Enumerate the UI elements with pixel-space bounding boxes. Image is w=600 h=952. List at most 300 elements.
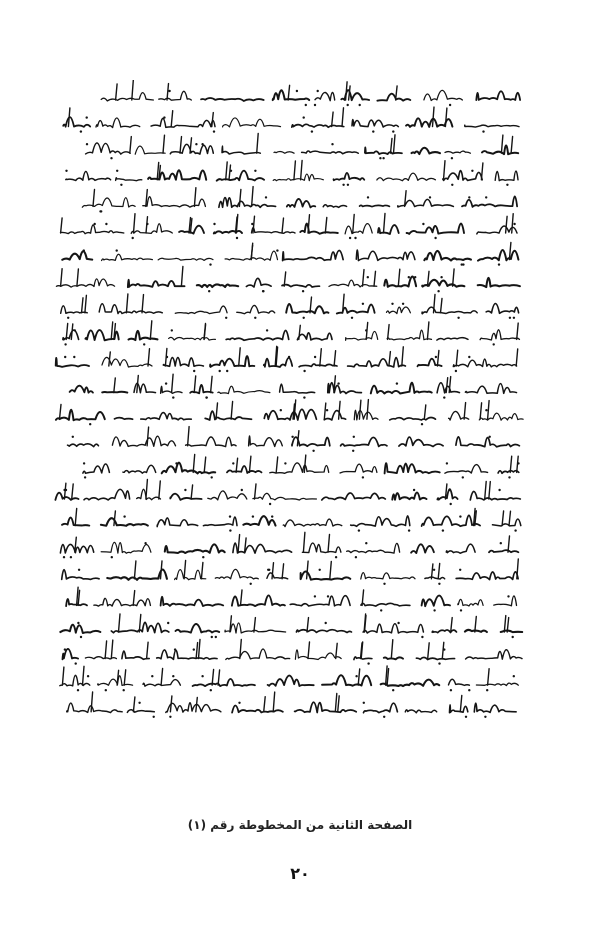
ink-stroke [334, 173, 365, 180]
ink-stroke [72, 484, 74, 499]
ink-stroke [129, 331, 158, 340]
ink-dot [105, 223, 107, 225]
ink-dot [500, 542, 502, 544]
ink-stroke [299, 325, 301, 339]
ink-stroke [112, 436, 175, 446]
ink-stroke [96, 118, 140, 128]
ink-stroke [134, 214, 136, 233]
ink-dot [314, 104, 316, 106]
ink-dot [265, 196, 267, 198]
ink-stroke [270, 463, 329, 473]
ink-dot [86, 143, 88, 145]
ink-stroke [361, 603, 410, 606]
ink-stroke [273, 174, 323, 181]
ink-stroke [203, 517, 237, 526]
ink-stroke [101, 93, 153, 101]
ink-stroke [424, 405, 426, 419]
ink-stroke [130, 137, 132, 154]
ink-dot [232, 462, 234, 464]
ink-stroke [482, 146, 518, 155]
ink-stroke [170, 696, 172, 712]
ink-dot [123, 689, 125, 691]
ink-stroke [111, 322, 113, 339]
ink-stroke [268, 676, 314, 686]
ink-stroke [294, 161, 296, 180]
ink-dot [429, 196, 431, 198]
ink-dot [462, 476, 464, 478]
ink-stroke [196, 698, 198, 712]
ink-stroke [374, 271, 376, 286]
ink-dot [438, 662, 440, 664]
ink-dot [352, 450, 354, 452]
ink-dot [211, 476, 213, 478]
ink-dot [325, 622, 327, 624]
ink-stroke [422, 515, 481, 526]
ink-dot [132, 237, 134, 239]
ink-stroke [384, 276, 416, 286]
ink-dot [116, 170, 118, 172]
ink-stroke [170, 144, 213, 154]
ink-dot [111, 556, 113, 558]
ink-dot [367, 196, 369, 198]
ink-stroke [506, 216, 508, 233]
ink-dot [291, 436, 293, 438]
ink-stroke [458, 599, 483, 606]
ink-stroke [341, 437, 387, 446]
ink-stroke [399, 437, 443, 446]
ink-dot [168, 90, 170, 92]
ink-stroke [114, 378, 116, 393]
ink-dot [120, 184, 122, 186]
ink-stroke [443, 171, 482, 181]
ink-stroke [246, 278, 271, 287]
ink-dot [146, 223, 148, 225]
ink-dot [100, 210, 102, 212]
ink-dot [213, 130, 215, 132]
ink-stroke [194, 376, 196, 393]
ink-stroke [175, 306, 227, 314]
ink-stroke [83, 464, 110, 473]
ink-stroke [161, 669, 163, 686]
ink-dot [251, 223, 253, 225]
ink-stroke [424, 251, 471, 261]
ink-dot [77, 689, 79, 691]
ink-dot [302, 290, 304, 292]
ink-stroke [511, 136, 512, 153]
ink-stroke [249, 456, 251, 472]
ink-stroke [68, 444, 99, 447]
ink-stroke [251, 243, 253, 259]
ink-dot [172, 675, 174, 677]
ink-dot [250, 583, 252, 585]
ink-stroke [167, 84, 169, 100]
ink-stroke [465, 125, 519, 127]
ink-stroke [295, 650, 341, 660]
ink-dot [172, 396, 174, 398]
ink-dot [171, 329, 173, 331]
ink-stroke [196, 643, 198, 659]
ink-stroke [169, 337, 216, 340]
ink-stroke [282, 564, 284, 579]
ink-dot [262, 290, 264, 292]
ink-dot [512, 636, 514, 638]
ink-stroke [303, 532, 305, 552]
handwritten-text-image [50, 80, 530, 730]
ink-stroke [147, 427, 149, 446]
ink-dot [169, 716, 171, 718]
ink-stroke [232, 705, 283, 712]
ink-stroke [296, 630, 351, 633]
ink-dot [123, 515, 125, 517]
ink-stroke [137, 375, 139, 392]
ink-stroke [165, 544, 225, 553]
ink-stroke [353, 215, 355, 234]
ink-stroke [280, 384, 315, 393]
ink-stroke [274, 152, 294, 154]
ink-dot [166, 356, 168, 358]
ink-stroke [94, 598, 150, 606]
ink-stroke [282, 218, 284, 233]
ink-stroke [105, 641, 107, 659]
ink-stroke [388, 325, 390, 340]
ink-stroke [476, 683, 518, 685]
ink-stroke [61, 306, 88, 313]
ink-dot [78, 569, 80, 571]
ink-stroke [218, 670, 220, 685]
ink-dot [443, 396, 445, 398]
ink-dot [362, 303, 364, 305]
ink-dot [468, 689, 470, 691]
ink-stroke [301, 571, 351, 579]
ink-dot [498, 263, 500, 265]
ink-dot [468, 356, 470, 358]
ink-stroke [324, 403, 326, 419]
ink-dot [193, 648, 195, 650]
ink-stroke [456, 572, 518, 580]
ink-dot [482, 130, 484, 132]
ink-stroke [119, 614, 121, 632]
ink-stroke [384, 213, 386, 233]
ink-dot [353, 436, 355, 438]
ink-stroke [412, 148, 441, 154]
ink-stroke [86, 143, 131, 154]
ink-stroke [115, 418, 133, 420]
ink-stroke [509, 511, 511, 525]
ink-dot [372, 130, 374, 132]
ink-dot [65, 489, 67, 491]
ink-dot [507, 595, 509, 597]
ink-stroke [199, 639, 201, 658]
ink-stroke [56, 410, 105, 420]
ink-stroke [474, 703, 516, 712]
ink-stroke [133, 697, 135, 712]
ink-dot [271, 515, 273, 517]
ink-stroke [494, 596, 517, 606]
ink-dot [451, 184, 453, 186]
ink-dot [86, 116, 88, 118]
ink-dot [64, 648, 66, 650]
ink-stroke [273, 90, 310, 100]
ink-stroke [180, 137, 182, 154]
ink-stroke [480, 403, 482, 419]
ink-dot [303, 317, 305, 319]
ink-stroke [142, 295, 144, 313]
ink-stroke [398, 199, 454, 207]
ink-dot [284, 462, 286, 464]
ink-stroke [365, 147, 402, 154]
ink-stroke [222, 146, 260, 154]
ink-stroke [126, 294, 128, 313]
ink-stroke [299, 364, 337, 367]
ink-stroke [480, 330, 519, 340]
ink-dot [73, 356, 75, 358]
ink-stroke [476, 91, 520, 100]
ink-dot [193, 370, 195, 372]
ink-stroke [498, 471, 519, 474]
ink-stroke [163, 135, 165, 153]
ink-dot [354, 237, 356, 239]
ink-stroke [204, 457, 206, 472]
ink-stroke [223, 118, 281, 127]
ink-stroke [361, 573, 415, 579]
ink-stroke [283, 519, 342, 527]
ink-stroke [445, 108, 447, 127]
ink-stroke [464, 403, 466, 420]
ink-dot [342, 184, 344, 186]
ink-stroke [215, 569, 258, 579]
ink-stroke [334, 351, 336, 366]
ink-stroke [102, 254, 153, 260]
ink-stroke [111, 640, 113, 659]
ink-stroke [133, 591, 135, 606]
ink-stroke [295, 702, 357, 712]
ink-dot [380, 609, 382, 611]
ink-dot [382, 157, 384, 159]
ink-dot [468, 196, 470, 198]
ink-dot [489, 436, 491, 438]
ink-stroke [302, 543, 341, 553]
ink-stroke [385, 463, 440, 473]
ink-dot [397, 622, 399, 624]
ink-stroke [315, 92, 335, 100]
ink-stroke [346, 82, 348, 100]
ink-stroke [356, 250, 415, 261]
page-number: ٢٠ [290, 864, 310, 883]
ink-dot [229, 515, 231, 517]
ink-dot [486, 689, 488, 691]
ink-stroke [453, 359, 516, 367]
ink-stroke [75, 508, 77, 525]
ink-dot [314, 595, 316, 597]
ink-stroke [422, 307, 477, 314]
ink-dot [422, 223, 424, 225]
ink-stroke [328, 383, 362, 394]
ink-dot [462, 263, 464, 265]
ink-dot [64, 343, 66, 345]
ink-stroke [433, 107, 435, 127]
ink-dot [498, 489, 500, 491]
ink-stroke [460, 695, 462, 711]
ink-stroke [478, 250, 518, 261]
ink-stroke [61, 269, 63, 287]
ink-stroke [363, 270, 365, 287]
ink-stroke [425, 577, 445, 579]
ink-dot [175, 462, 177, 464]
ink-stroke [402, 347, 404, 366]
ink-stroke [227, 466, 262, 473]
ink-stroke [68, 108, 70, 127]
ink-stroke [116, 84, 118, 100]
ink-stroke [384, 657, 403, 659]
ink-stroke [307, 561, 309, 579]
ink-stroke [422, 596, 450, 607]
ink-stroke [205, 411, 251, 420]
ink-stroke [116, 178, 142, 181]
ink-dot [362, 476, 364, 478]
ink-stroke [236, 458, 238, 472]
ink-stroke [83, 666, 85, 685]
ink-stroke [127, 710, 154, 713]
ink-dot [252, 515, 254, 517]
ink-stroke [485, 481, 487, 499]
ink-dot [383, 583, 385, 585]
ink-stroke [392, 492, 426, 499]
ink-stroke [162, 463, 216, 474]
ink-stroke [147, 642, 149, 658]
ink-dot [83, 249, 85, 251]
ink-stroke [131, 224, 172, 234]
ink-stroke [243, 516, 275, 525]
ink-stroke [219, 198, 276, 208]
ink-dot [449, 104, 451, 106]
ink-stroke [445, 465, 488, 474]
ink-stroke [62, 251, 92, 260]
ink-stroke [437, 338, 468, 341]
ink-stroke [188, 427, 190, 446]
ink-stroke [264, 358, 292, 367]
ink-stroke [322, 675, 371, 685]
ink-dot [383, 716, 385, 718]
ink-stroke [517, 323, 519, 339]
ink-stroke [171, 111, 173, 127]
ink-dot [365, 542, 367, 544]
ink-stroke [391, 138, 393, 153]
ink-stroke [445, 151, 470, 153]
ink-dot [64, 356, 66, 358]
ink-stroke [82, 198, 135, 207]
ink-stroke [218, 386, 270, 393]
ink-dot [433, 609, 435, 611]
ink-dot [254, 170, 256, 172]
ink-stroke [55, 493, 78, 500]
ink-stroke [71, 324, 73, 340]
ink-dot [355, 556, 357, 558]
ink-stroke [354, 657, 372, 660]
ink-dot [210, 689, 212, 691]
ink-dot [163, 116, 165, 118]
ink-dot [236, 237, 238, 239]
ink-dot [143, 343, 145, 345]
ink-stroke [163, 358, 203, 367]
ink-dot [517, 462, 519, 464]
ink-dot [230, 170, 232, 172]
ink-stroke [62, 667, 64, 685]
ink-stroke [217, 171, 264, 181]
ink-stroke [495, 171, 518, 181]
ink-stroke [241, 590, 243, 605]
ink-stroke [432, 630, 456, 633]
ink-dot [355, 675, 357, 677]
ink-dot [305, 104, 307, 106]
ink-stroke [407, 224, 464, 234]
ink-stroke [345, 224, 372, 234]
ink-stroke [253, 493, 317, 500]
ink-stroke [300, 224, 338, 234]
ink-stroke [288, 85, 290, 100]
ink-stroke [340, 464, 377, 473]
ink-stroke [441, 299, 443, 313]
ink-stroke [56, 279, 114, 287]
ink-stroke [201, 563, 203, 579]
ink-stroke [332, 112, 334, 127]
ink-stroke [493, 519, 521, 526]
ink-stroke [146, 480, 148, 500]
ink-stroke [226, 330, 289, 340]
ink-stroke [470, 491, 520, 499]
ink-dot [165, 382, 167, 384]
ink-stroke [201, 98, 264, 101]
ink-stroke [60, 405, 62, 420]
ink-dot [367, 662, 369, 664]
ink-dot [337, 382, 339, 384]
ink-dot [459, 515, 461, 517]
ink-stroke [354, 410, 378, 420]
ink-stroke [377, 173, 436, 181]
ink-stroke [252, 228, 296, 234]
ink-stroke [170, 494, 201, 500]
ink-dot [455, 370, 457, 372]
ink-stroke [437, 489, 457, 500]
ink-stroke [349, 86, 351, 100]
ink-dot [451, 157, 453, 159]
ink-stroke [346, 331, 378, 340]
ink-dot [110, 157, 112, 159]
ink-stroke [211, 376, 213, 392]
ink-stroke [255, 484, 257, 499]
ink-dot [311, 130, 313, 132]
ink-stroke [264, 697, 266, 712]
ink-dot [513, 675, 515, 677]
ink-stroke [294, 400, 296, 419]
ink-dot [446, 462, 448, 464]
ink-dot [365, 329, 367, 331]
ink-stroke [489, 482, 491, 499]
ink-dot [184, 489, 186, 491]
ink-stroke [158, 258, 213, 260]
ink-stroke [348, 358, 406, 367]
ink-dot [67, 317, 69, 319]
ink-stroke [232, 595, 285, 606]
ink-dot [402, 303, 404, 305]
ink-stroke [66, 172, 111, 181]
ink-stroke [488, 401, 490, 420]
ink-dot [421, 636, 423, 638]
ink-stroke [208, 491, 247, 500]
ink-dot [296, 90, 298, 92]
ink-stroke [137, 489, 161, 499]
ink-stroke [128, 280, 185, 287]
ink-dot [484, 716, 486, 718]
